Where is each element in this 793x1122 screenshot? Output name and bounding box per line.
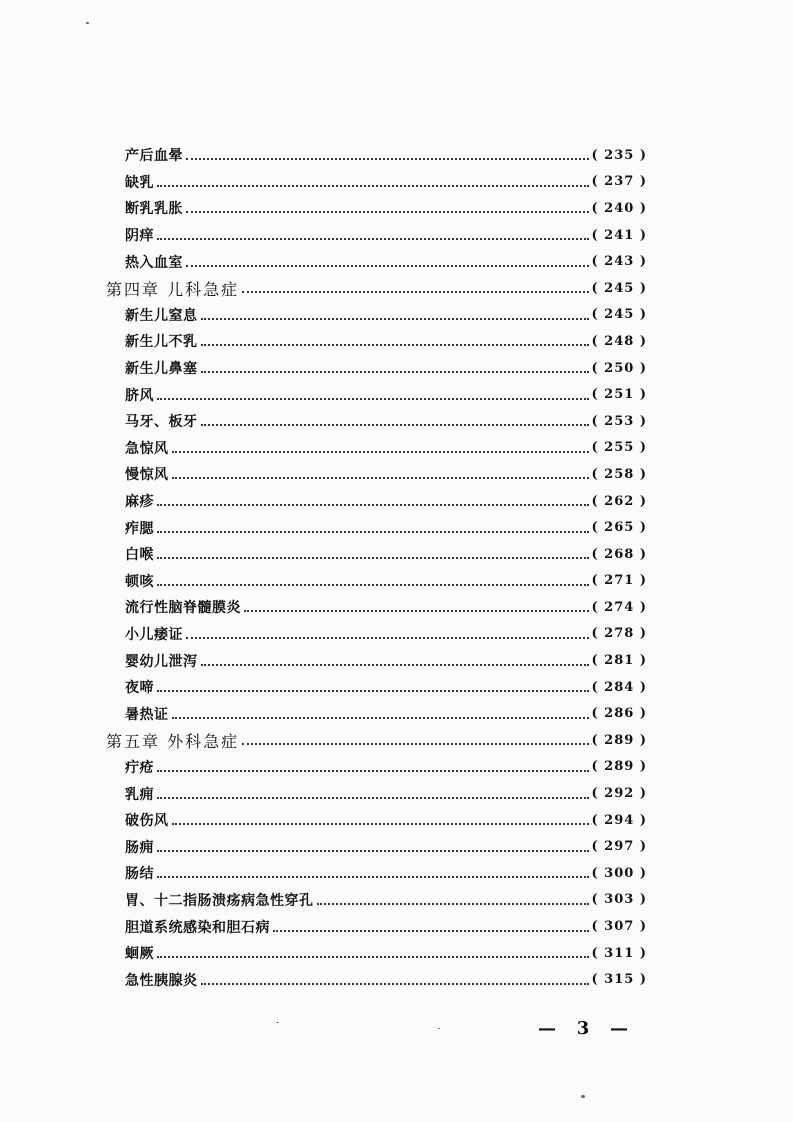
dot-leader — [201, 422, 589, 426]
dot-leader — [157, 582, 589, 586]
dot-leader — [157, 183, 589, 187]
toc-entry — [0, 621, 647, 648]
toc-entry — [0, 142, 647, 169]
toc-entry-title: 热入血室 — [125, 254, 183, 271]
dot-leader — [201, 342, 589, 346]
toc-entry — [0, 248, 647, 275]
scan-speck — [438, 1028, 440, 1029]
dot-leader — [172, 821, 589, 825]
toc-entry — [0, 514, 647, 541]
toc-entry — [0, 887, 647, 914]
toc-entry — [0, 807, 647, 834]
toc-entry — [0, 222, 647, 249]
toc-entry-page: ( 284 ) — [591, 679, 647, 695]
toc-entry — [0, 700, 647, 727]
toc-entry-page: ( 297 ) — [591, 839, 647, 855]
toc-entry — [0, 169, 647, 196]
dot-leader — [242, 741, 588, 745]
toc-entry-page: ( 243 ) — [591, 254, 647, 270]
dot-leader — [157, 236, 589, 240]
toc-entry-page: ( 303 ) — [591, 892, 647, 908]
toc-entry — [0, 328, 647, 355]
toc-entry — [0, 381, 647, 408]
dot-leader — [157, 688, 589, 692]
toc-entry — [0, 302, 647, 329]
toc-entry-title: 脐风 — [125, 387, 154, 404]
dot-leader — [172, 449, 589, 453]
toc-entry-title: 小儿痿证 — [125, 626, 183, 643]
dot-leader — [157, 555, 589, 559]
toc-entry-title: 流行性脑脊髓膜炎 — [125, 600, 241, 617]
toc-entry-page: ( 250 ) — [591, 360, 647, 376]
toc-entry-title: 疔疮 — [125, 759, 154, 776]
dot-leader — [157, 874, 589, 878]
toc-entry-title: 顿咳 — [125, 573, 154, 590]
toc-entry-page: ( 245 ) — [591, 280, 647, 296]
toc-entry-title: 蛔厥 — [125, 946, 154, 963]
footer-dash-left: — — [538, 1018, 556, 1039]
toc-entry-page: ( 307 ) — [591, 919, 647, 935]
dot-leader — [186, 263, 589, 267]
toc-entry-title: 麻疹 — [125, 494, 154, 511]
toc-entry — [0, 488, 647, 515]
toc-entry-title: 乳痈 — [125, 786, 154, 803]
toc-entry-page: ( 294 ) — [591, 812, 647, 828]
table-of-contents — [0, 142, 793, 993]
toc-entry-page: ( 286 ) — [591, 706, 647, 722]
toc-entry — [0, 195, 647, 222]
toc-entry-title: 胃、十二指肠溃疡病急性穿孔 — [125, 892, 314, 909]
toc-entry — [0, 594, 647, 621]
footer-dash-right: — — [610, 1018, 628, 1039]
toc-entry-title: 马牙、板牙 — [125, 414, 198, 431]
dot-leader — [242, 289, 588, 293]
scan-speck — [276, 1022, 279, 1023]
dot-leader — [157, 502, 589, 506]
toc-entry-title: 新生儿不乳 — [125, 334, 198, 351]
toc-entry-page: ( 274 ) — [591, 599, 647, 615]
toc-entry-page: ( 262 ) — [591, 493, 647, 509]
toc-entry-page: ( 248 ) — [591, 333, 647, 349]
toc-entry — [0, 754, 647, 781]
dot-leader — [172, 715, 589, 719]
toc-entry-page: ( 289 ) — [591, 759, 647, 775]
toc-entry-title: 痄腮 — [125, 520, 154, 537]
toc-entry-page: ( 235 ) — [591, 147, 647, 163]
dot-leader — [157, 529, 589, 533]
toc-entry-title: 暑热证 — [125, 706, 169, 723]
toc-entry — [0, 674, 647, 701]
toc-entry-page: ( 251 ) — [591, 387, 647, 403]
dot-leader — [186, 209, 589, 213]
toc-entry-page: ( 268 ) — [591, 546, 647, 562]
toc-entry — [0, 647, 647, 674]
toc-entry — [0, 780, 647, 807]
dot-leader — [201, 981, 589, 985]
dot-leader — [186, 635, 589, 639]
toc-entry-title: 夜啼 — [125, 680, 154, 697]
dot-leader — [157, 848, 589, 852]
toc-entry — [0, 860, 647, 887]
toc-entry — [0, 541, 647, 568]
page-footer — [538, 1018, 628, 1039]
toc-entry-page: ( 300 ) — [591, 865, 647, 881]
toc-entry-title: 急性胰腺炎 — [125, 972, 198, 989]
toc-entry-title: 慢惊风 — [125, 467, 169, 484]
dot-leader — [157, 768, 589, 772]
toc-entry-title: 肠结 — [125, 866, 154, 883]
toc-chapter — [0, 275, 647, 302]
toc-entry — [0, 913, 647, 940]
toc-entry-title: 急惊风 — [125, 440, 169, 457]
toc-entry-title: 阴痒 — [125, 228, 154, 245]
toc-entry-title: 第五章 外科急症 — [106, 731, 240, 751]
toc-entry-title: 产后血晕 — [125, 148, 183, 165]
toc-entry-page: ( 311 ) — [591, 945, 647, 961]
toc-entry-title: 胆道系统感染和胆石病 — [125, 919, 270, 936]
dot-leader — [157, 795, 589, 799]
toc-entry — [0, 435, 647, 462]
toc-entry — [0, 940, 647, 967]
toc-entry-page: ( 271 ) — [591, 573, 647, 589]
toc-entry-page: ( 255 ) — [591, 440, 647, 456]
scan-speck — [86, 22, 89, 24]
dot-leader — [201, 369, 589, 373]
toc-entry — [0, 833, 647, 860]
toc-entry-page: ( 241 ) — [591, 227, 647, 243]
dot-leader — [273, 928, 589, 932]
scan-speck — [581, 1095, 585, 1098]
toc-entry-page: ( 265 ) — [591, 520, 647, 536]
toc-entry-page: ( 278 ) — [591, 626, 647, 642]
toc-entry-page: ( 237 ) — [591, 174, 647, 190]
toc-entry-title: 肠痈 — [125, 839, 154, 856]
toc-entry-page: ( 281 ) — [591, 653, 647, 669]
toc-entry-title: 断乳乳胀 — [125, 201, 183, 218]
toc-entry — [0, 408, 647, 435]
toc-entry-title: 新生儿鼻塞 — [125, 361, 198, 378]
dot-leader — [201, 316, 589, 320]
dot-leader — [186, 156, 589, 160]
toc-entry-title: 婴幼儿泄泻 — [125, 653, 198, 670]
toc-entry — [0, 568, 647, 595]
toc-entry-page: ( 289 ) — [591, 732, 647, 748]
toc-entry-page: ( 253 ) — [591, 413, 647, 429]
toc-entry-title: 新生儿窒息 — [125, 307, 198, 324]
dot-leader — [157, 954, 589, 958]
toc-entry-title: 白喉 — [125, 547, 154, 564]
toc-entry — [0, 461, 647, 488]
dot-leader — [201, 662, 589, 666]
toc-entry-page: ( 240 ) — [591, 200, 647, 216]
toc-entry — [0, 966, 647, 993]
dot-leader — [244, 608, 589, 612]
toc-entry-title: 第四章 儿科急症 — [106, 279, 240, 299]
toc-entry-page: ( 292 ) — [591, 786, 647, 802]
toc-entry-page: ( 315 ) — [591, 972, 647, 988]
dot-leader — [172, 475, 589, 479]
dot-leader — [157, 396, 589, 400]
toc-entry-page: ( 258 ) — [591, 466, 647, 482]
toc-chapter — [0, 727, 647, 754]
page-number: 3 — [576, 1018, 590, 1039]
toc-entry — [0, 355, 647, 382]
toc-entry-page: ( 245 ) — [591, 307, 647, 323]
toc-entry-title: 缺乳 — [125, 174, 154, 191]
dot-leader — [317, 901, 589, 905]
toc-entry-title: 破伤风 — [125, 813, 169, 830]
